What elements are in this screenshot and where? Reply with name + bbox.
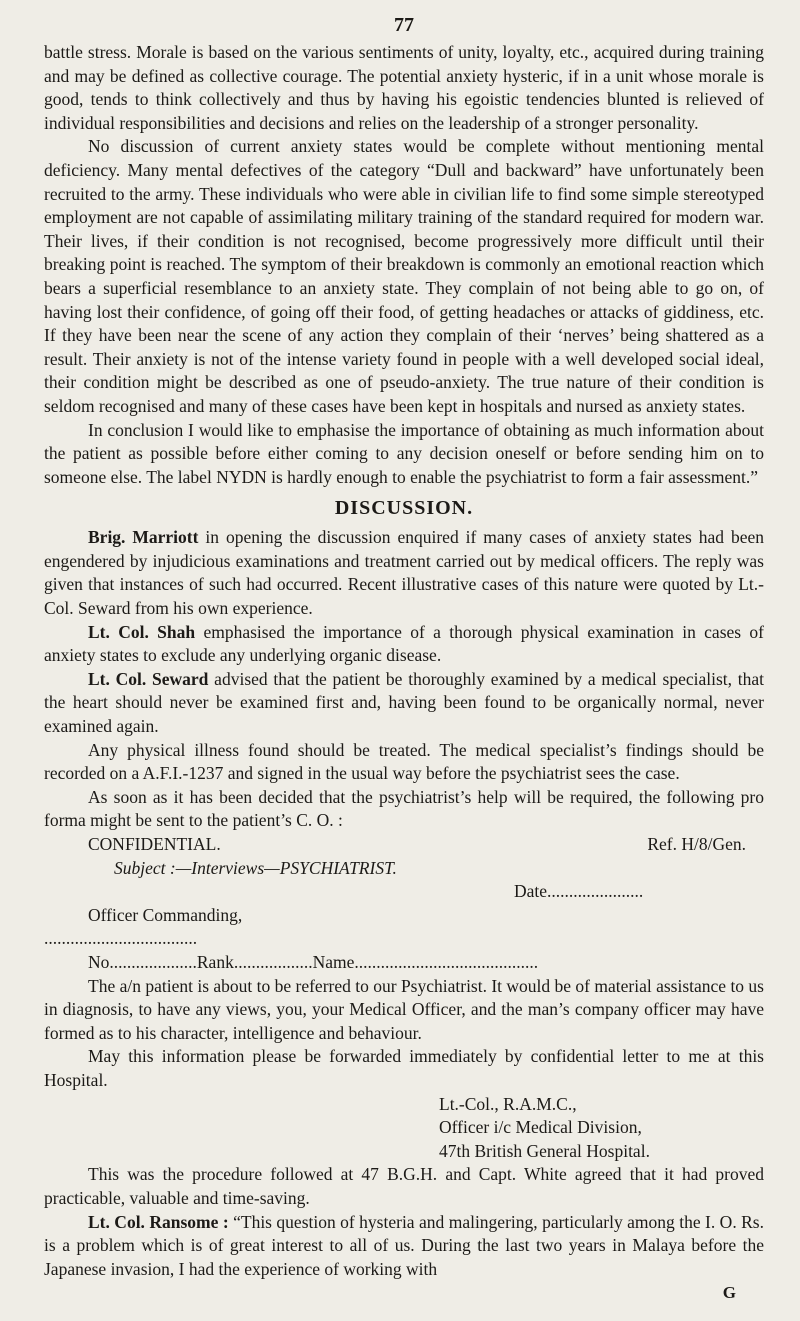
speaker-name: Brig. Marriott [88, 527, 199, 548]
memo-addressee: Officer Commanding, [88, 904, 243, 925]
pro-forma-memo [44, 833, 764, 1163]
memo-fields: No....................Rank..................Name.......................................... [88, 951, 539, 972]
discussion-paragraph [44, 668, 764, 739]
paragraph: battle stress. Morale is based on the various sentiments of unity, loyalty, etc., acquired during training and may be defined as collective courage. The potential anxiety hysteric, if in a unit whose morale is good, tends to think collectively and thus by having his egoistic tendencies blunted is relieved of individual responsibilities and decisions and relies on the leadership of a stronger personality. [44, 42, 764, 133]
signature-line: Officer i/c Medical Division, [439, 1117, 642, 1138]
memo-header-row [44, 833, 764, 857]
discussion-paragraph [44, 526, 764, 620]
discussion-paragraph [44, 1211, 764, 1282]
memo-body: May this information please be forwarded immediately by confidential letter to me at this Hospital. [44, 1046, 764, 1090]
discussion-text: in opening the discussion enquired if many cases of anxiety states had been engendered by injudicious examinations and treatment carried out by medical officers. The reply was given that instances of such had occurred. Recent illustrative cases of this nature were quoted by Lt.-Col. Seward from his own experience. [44, 527, 765, 619]
speaker-name: Lt. Col. Seward [88, 668, 209, 689]
speaker-name: Lt. Col. Ransome : [88, 1211, 229, 1232]
memo-signature-block [44, 1093, 764, 1164]
discussion-text: advised that the patient be thoroughly examined by a medical specialist, that the heart should never be examined first and, having been found to be organically normal, never examined again. [44, 668, 765, 737]
memo-dots: ................................... [44, 928, 198, 949]
signature-line: 47th British General Hospital. [439, 1140, 650, 1161]
memo-date: Date...................... [514, 881, 644, 902]
confidential-label: CONFIDENTIAL. [88, 834, 221, 854]
discussion-paragraph [44, 621, 764, 668]
discussion-text: emphasised the importance of a thorough physical examination in cases of anxiety states to exclude any underlying organic disease. [44, 621, 764, 666]
memo-subject: Subject :—Interviews—PSYCHIATRIST. [114, 857, 397, 878]
discussion-paragraph: Any physical illness found should be treated. The medical specialist’s findings should be recorded on a A.F.I.-1237 and signed in the usual way before the psychiatrist sees the case. [44, 739, 764, 784]
discussion-paragraph: This was the procedure followed at 47 B.G.H. and Capt. White agreed that it had proved practicable, valuable and time-saving. [44, 1164, 764, 1208]
discussion-heading: DISCUSSION. [334, 497, 474, 520]
discussion-paragraph: As soon as it has been decided that the psychiatrist’s help will be required, the following pro forma might be sent to the patient’s C. O. : [44, 786, 764, 831]
page-number: 77 [394, 14, 414, 36]
memo-reference: Ref. H/8/Gen. [647, 834, 746, 854]
signature-line: Lt.-Col., R.A.M.C., [439, 1093, 577, 1114]
discussion-text: “This question of hysteria and malingering, particularly among the I. O. Rs. is a problem which is of great interest to all of us. During the last two years in Malaya before the Japanese invasion, I had the experience of working with [44, 1211, 764, 1279]
signature-mark: G [722, 1283, 736, 1303]
paragraph: In conclusion I would like to emphasise the importance of obtaining as much information about the patient as possible before either coming to any decision oneself or before sending him on to someone else. The label NYDN is hardly enough to enable the psychiatrist to form a fair assessment.” [44, 419, 764, 487]
memo-body: The a/n patient is about to be referred to our Psychiatrist. It would be of material assistance to us in diagnosis, to have any views, you, your Medical Officer, and the man’s company officer may have formed as to his character, intelligence and behaviour. [44, 975, 764, 1043]
speaker-name: Lt. Col. Shah [88, 621, 196, 642]
paragraph: No discussion of current anxiety states would be complete without mentioning mental deficiency. Many mental defectives of the category “Dull and backward” have unfortunately been recruited to the army. These individuals who were able in civilian life to find some simple stereotyped employment are not capable of assimilating military training of the standard required for modern war. Their lives, if their condition is not recognised, become progressively more difficult until their breaking point is reached. The symptom of their breakdown is commonly an emotional reaction which bears a superficial resemblance to an anxiety state. They complain of not being able to go on, of having lost their confidence, of going off their food, of getting headaches or attacks of giddiness, etc. If they have been near the scene of any action they complain of their ‘nerves’ being shattered as a result. Their anxiety is not of the intense variety found in people with a well developed social ideal, their condition might be described as one of pseudo-anxiety. The true nature of their condition is seldom recognised and many of these cases have been kept in hospitals and nursed as anxiety states. [44, 136, 764, 416]
